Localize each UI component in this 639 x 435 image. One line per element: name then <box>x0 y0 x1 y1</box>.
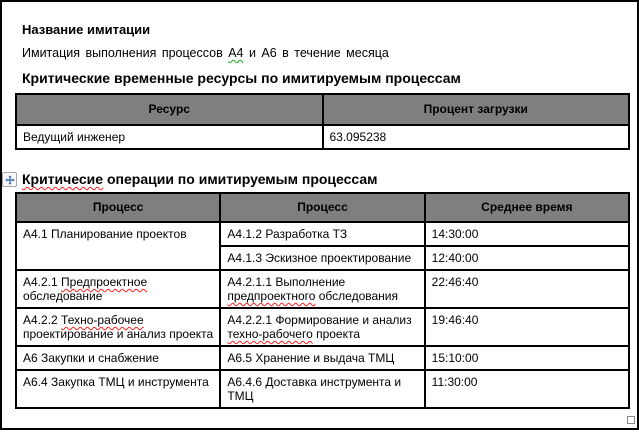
table-cell <box>425 370 629 408</box>
column-header: Процесс <box>220 193 424 222</box>
text-run: Ведущий инженер <box>23 130 126 144</box>
text-run: 15:10:00 <box>431 351 479 365</box>
operations-heading <box>22 171 637 188</box>
text-run: предпроектного <box>227 289 316 303</box>
text-run: А4.2.2 <box>23 313 62 327</box>
table-row <box>16 346 629 370</box>
text-run: А4.1 Планирование проектов <box>23 227 187 241</box>
text-run: операции по имитируемым процессам <box>103 171 378 187</box>
column-header: Процесс <box>16 193 220 222</box>
resources-header-row <box>16 94 629 125</box>
table-cell <box>220 308 424 346</box>
table-cell <box>220 346 424 370</box>
text-run: А4.2.1.1 Выполнение <box>227 275 346 289</box>
text-run: и А6 в течение месяца <box>243 46 389 60</box>
table-cell <box>220 246 424 270</box>
text-run: А6.5 Хранение и выдача ТМЦ <box>227 351 395 365</box>
text-run: проектирование и анализ проекта <box>23 327 214 341</box>
table-cell <box>425 246 629 270</box>
simulation-description <box>22 46 637 61</box>
text-run: 63.095238 <box>329 130 387 144</box>
resources-heading: Критические временные ресурсы по имитируемым процессам <box>22 70 461 86</box>
table-cell <box>16 308 220 346</box>
simulation-name-heading: Название имитации <box>22 22 151 37</box>
text-run: проекта <box>312 327 361 341</box>
table-cell <box>425 222 629 246</box>
table-cell <box>220 222 424 246</box>
text-run: А6 Закупки и снабжение <box>23 351 159 365</box>
text-run: Техно-рабочее <box>61 313 144 327</box>
text-run: А6.4.6 Доставка инструмента и ТМЦ <box>227 375 402 403</box>
table-cell <box>323 125 630 149</box>
text-run: обследование <box>23 289 103 303</box>
operations-header-row <box>16 193 629 222</box>
table-row <box>16 308 629 346</box>
table-move-handle-icon[interactable] <box>2 172 17 187</box>
table-cell <box>220 370 424 408</box>
table-cell <box>16 125 323 149</box>
text-run: 22:46:40 <box>431 275 479 289</box>
table-row <box>16 125 629 149</box>
text-run: 12:40:00 <box>431 251 479 265</box>
text-run: Критичесие <box>22 171 104 187</box>
column-header: Процент загрузки <box>323 94 630 125</box>
column-header: Ресурс <box>16 94 323 125</box>
table-row <box>16 222 629 246</box>
table-cell <box>16 222 220 270</box>
table-cell <box>425 270 629 308</box>
move-arrows-icon <box>5 175 15 185</box>
table-cell <box>425 308 629 346</box>
text-run: Предпроектное <box>61 275 148 289</box>
text-run: 11:30:00 <box>431 375 478 389</box>
text-run: А4.1.2 Разработка ТЗ <box>227 227 348 241</box>
text-run: А4.2.2.1 Формирование и анализ <box>227 313 412 327</box>
text-run: А4.2.1 <box>23 275 62 289</box>
text-run: 19:46:40 <box>431 313 479 327</box>
table-resize-handle[interactable] <box>627 416 635 424</box>
text-run: А6.4 Закупка ТМЦ и инструмента <box>23 375 209 389</box>
resources-table <box>15 93 630 150</box>
text-run: А4 <box>228 46 244 60</box>
text-run: обследования <box>315 289 398 303</box>
table-row <box>16 270 629 308</box>
table-cell <box>16 270 220 308</box>
table-cell <box>16 346 220 370</box>
text-run: Имитация выполнения процессов <box>22 46 229 60</box>
table-cell <box>425 346 629 370</box>
table-cell <box>16 370 220 408</box>
column-header: Среднее время <box>425 193 629 222</box>
text-run: 14:30:00 <box>431 227 479 241</box>
text-run: техно-рабочего <box>227 327 313 341</box>
text-run: А4.1.3 Эскизное проектирование <box>227 251 412 265</box>
table-row <box>16 370 629 408</box>
table-cell <box>220 270 424 308</box>
operations-table <box>15 192 630 409</box>
